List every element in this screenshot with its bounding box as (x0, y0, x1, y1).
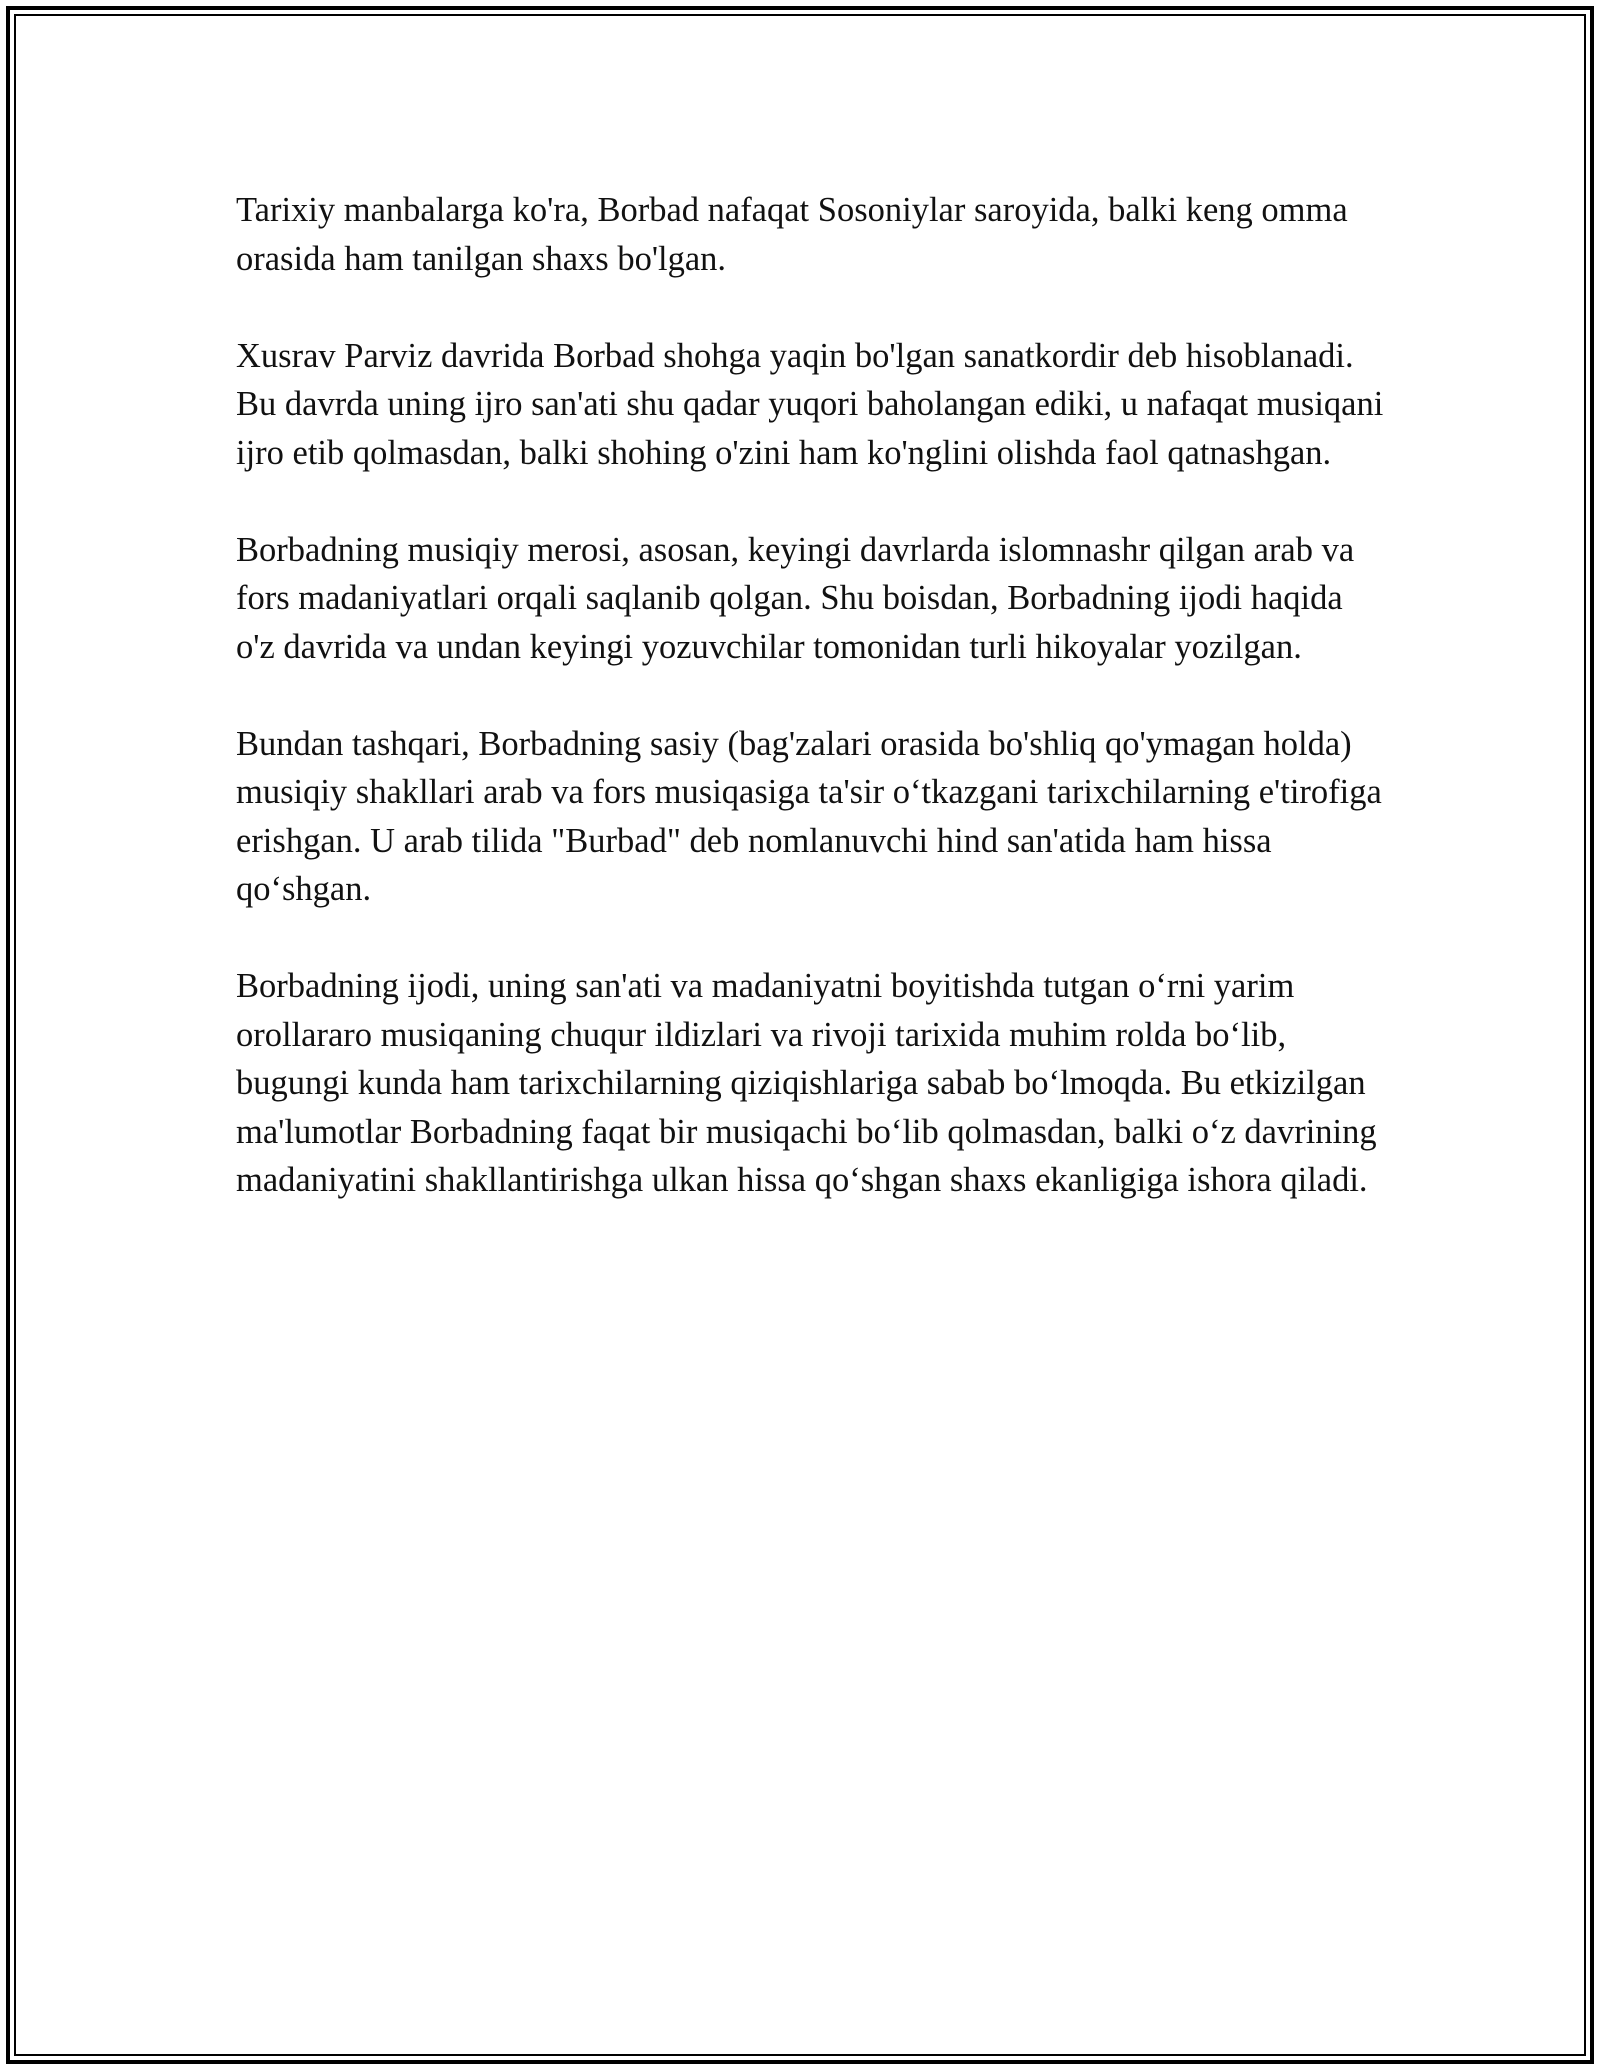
document-body (236, 186, 1386, 1205)
paragraph-5: Borbadning ijodi, uning san'ati va madaniyatni boyitishda tutgan o‘rni yarim orollararo musiqaning chuqur ildizlari va rivoji tarixida muhim rolda bo‘lib, bugungi kunda ham tarixchilarning qiziqishlariga sabab bo‘lmoqda. Bu etkizilgan ma'lumotlar Borbadning faqat bir musiqachi bo‘lib qolmasdan, balki o‘z davrining madaniyatini shakllantirishga ulkan hissa qo‘shgan shaxs ekanligiga ishora qiladi. (236, 967, 1377, 1199)
paragraph-2: Xusrav Parviz davrida Borbad shohga yaqin bo'lgan sanatkordir deb hisoblanadi. Bu davrda uning ijro san'ati shu qadar yuqori baholangan ediki, u nafaqat musiqani ijro etib qolmasdan, balki shohing o'zini ham ko'nglini olishda faol qatnashgan. (236, 336, 1384, 472)
paragraph-1: Tarixiy manbalarga ko'ra, Borbad nafaqat Sosoniylar saroyida, balki keng omma orasida ham tanilgan shaxs bo'lgan. (236, 191, 1348, 278)
paragraph-4: Bundan tashqari, Borbadning sasiy (bag'zalari orasida bo'shliq qo'ymagan holda) musiqiy shakllari arab va fors musiqasiga ta'sir o‘tkazgani tarixchilarning e'tirofiga erishgan. U arab tilida "Burbad" deb nomlanuvchi hind san'atida ham hissa qo‘shgan. (236, 724, 1382, 908)
paragraph-3: Borbadning musiqiy merosi, asosan, keyingi davrlarda islomnashr qilgan arab va fors madaniyatlari orqali saqlanib qolgan. Shu boisdan, Borbadning ijodi haqida o'z davrida va undan keyingi yozuvchilar tomonidan turli hikoyalar yozilgan. (236, 530, 1355, 666)
